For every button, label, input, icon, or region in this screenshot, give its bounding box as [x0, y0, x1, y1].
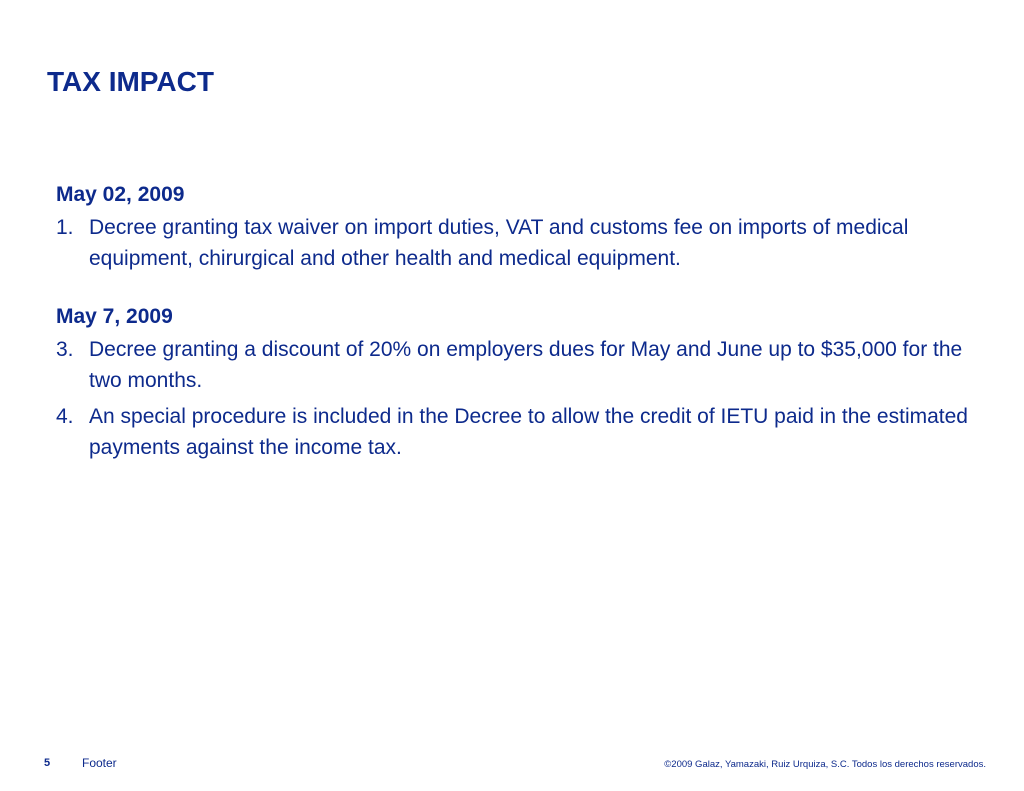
page-number: 5 [44, 757, 51, 769]
list-item-number: 4. [56, 405, 74, 428]
slide-body [56, 182, 996, 463]
slide-title: TAX IMPACT [47, 66, 214, 97]
list-item [56, 401, 996, 463]
list-item-text: An special procedure is included in the Decree to allow the credit of IETU paid in the estimated payments against the income tax. [89, 405, 968, 459]
list-item-text: Decree granting tax waiver on import duties, VAT and customs fee on imports of medical equipment, chirurgical and other health and medical equipment. [89, 216, 909, 270]
section-date: May 02, 2009 [56, 183, 185, 206]
section-may-02 [56, 182, 996, 274]
list-item-text: Decree granting a discount of 20% on employers dues for May and June up to $35,000 for the two months. [89, 338, 963, 392]
copyright-notice: ©2009 Galaz, Yamazaki, Ruiz Urquiza, S.C. Todos los derechos reservados. [664, 759, 986, 770]
section-may-7 [56, 304, 996, 463]
list-item [56, 334, 996, 396]
list-item-number: 3. [56, 338, 74, 361]
list-item-number: 1. [56, 216, 74, 239]
section-date: May 7, 2009 [56, 305, 173, 328]
footer-label: Footer [82, 756, 117, 770]
list-item [56, 212, 996, 274]
